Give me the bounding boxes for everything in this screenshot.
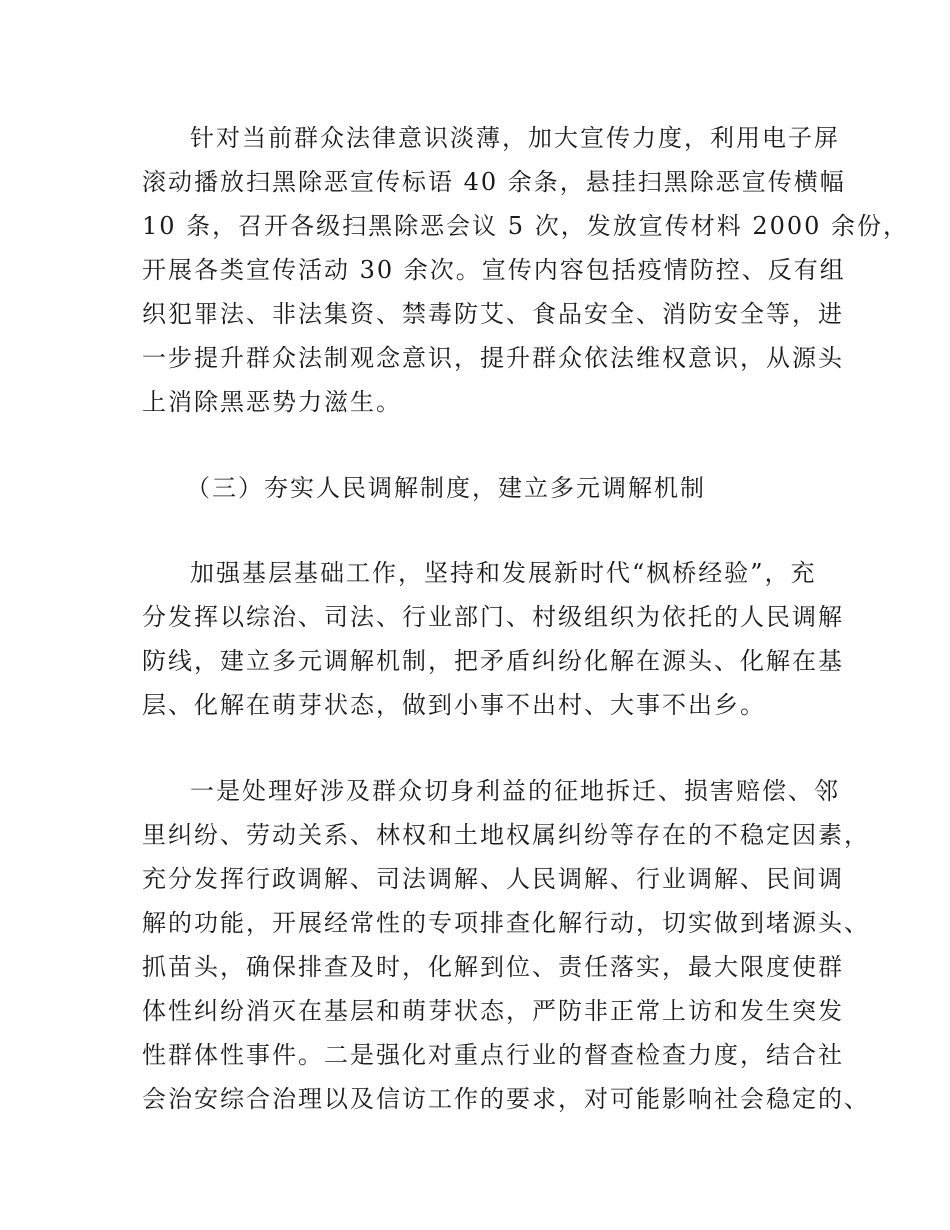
paragraph3-line-7: 性群体性事件。二是强化对重点行业的督查检查力度，结合社: [142, 1041, 844, 1069]
paragraph3-line-6: 体性纠纷消灭在基层和萌芽状态，严防非正常上访和发生突发: [142, 997, 844, 1025]
paragraph3-line-2: 里纠纷、劳动关系、林权和土地权属纠纷等存在的不稳定因素，: [142, 821, 870, 849]
paragraph2-line-3: 防线，建立多元调解机制，把矛盾纠纷化解在源头、化解在基: [142, 647, 844, 675]
paragraph1-line-6: 一步提升群众法制观念意识，提升群众依法维权意识，从源头: [142, 344, 844, 372]
paragraph2-line-2: 分发挥以综治、司法、行业部门、村级组织为依托的人民调解: [142, 603, 844, 631]
paragraph3-line-1: 一是处理好涉及群众切身利益的征地拆迁、损害赔偿、邻: [190, 777, 840, 805]
paragraph3-line-3: 充分发挥行政调解、司法调解、人民调解、行业调解、民间调: [142, 865, 844, 893]
paragraph1-line-7: 上消除黑恶势力滋生。: [142, 388, 402, 416]
paragraph3-line-4: 解的功能，开展经常性的专项排查化解行动，切实做到堵源头、: [142, 909, 870, 937]
paragraph2-line-1: 加强基层基础工作，坚持和发展新时代“枫桥经验”，充: [190, 559, 817, 587]
paragraph1-line-4: 开展各类宣传活动 30 余次。宣传内容包括疫情防控、反有组: [142, 256, 846, 284]
paragraph1-line-5: 织犯罪法、非法集资、禁毒防艾、食品安全、消防安全等，进: [142, 300, 844, 328]
paragraph3-line-5: 抓苗头，确保排查及时，化解到位、责任落实，最大限度使群: [142, 953, 844, 981]
paragraph1-line-2: 滚动播放扫黑除恶宣传标语 40 余条，悬挂扫黑除恶宣传横幅: [142, 168, 846, 196]
paragraph2-line-4: 层、化解在萌芽状态，做到小事不出村、大事不出乡。: [142, 691, 766, 719]
section-heading: （三）夯实人民调解制度，建立多元调解机制: [186, 474, 706, 502]
paragraph1-line-3: 10 条，召开各级扫黑除恶会议 5 次，发放宣传材料 2000 余份，: [142, 212, 910, 240]
paragraph1-line-1: 针对当前群众法律意识淡薄，加大宣传力度，利用电子屏: [190, 124, 840, 152]
paragraph3-line-8: 会治安综合治理以及信访工作的要求，对可能影响社会稳定的、: [142, 1085, 870, 1113]
